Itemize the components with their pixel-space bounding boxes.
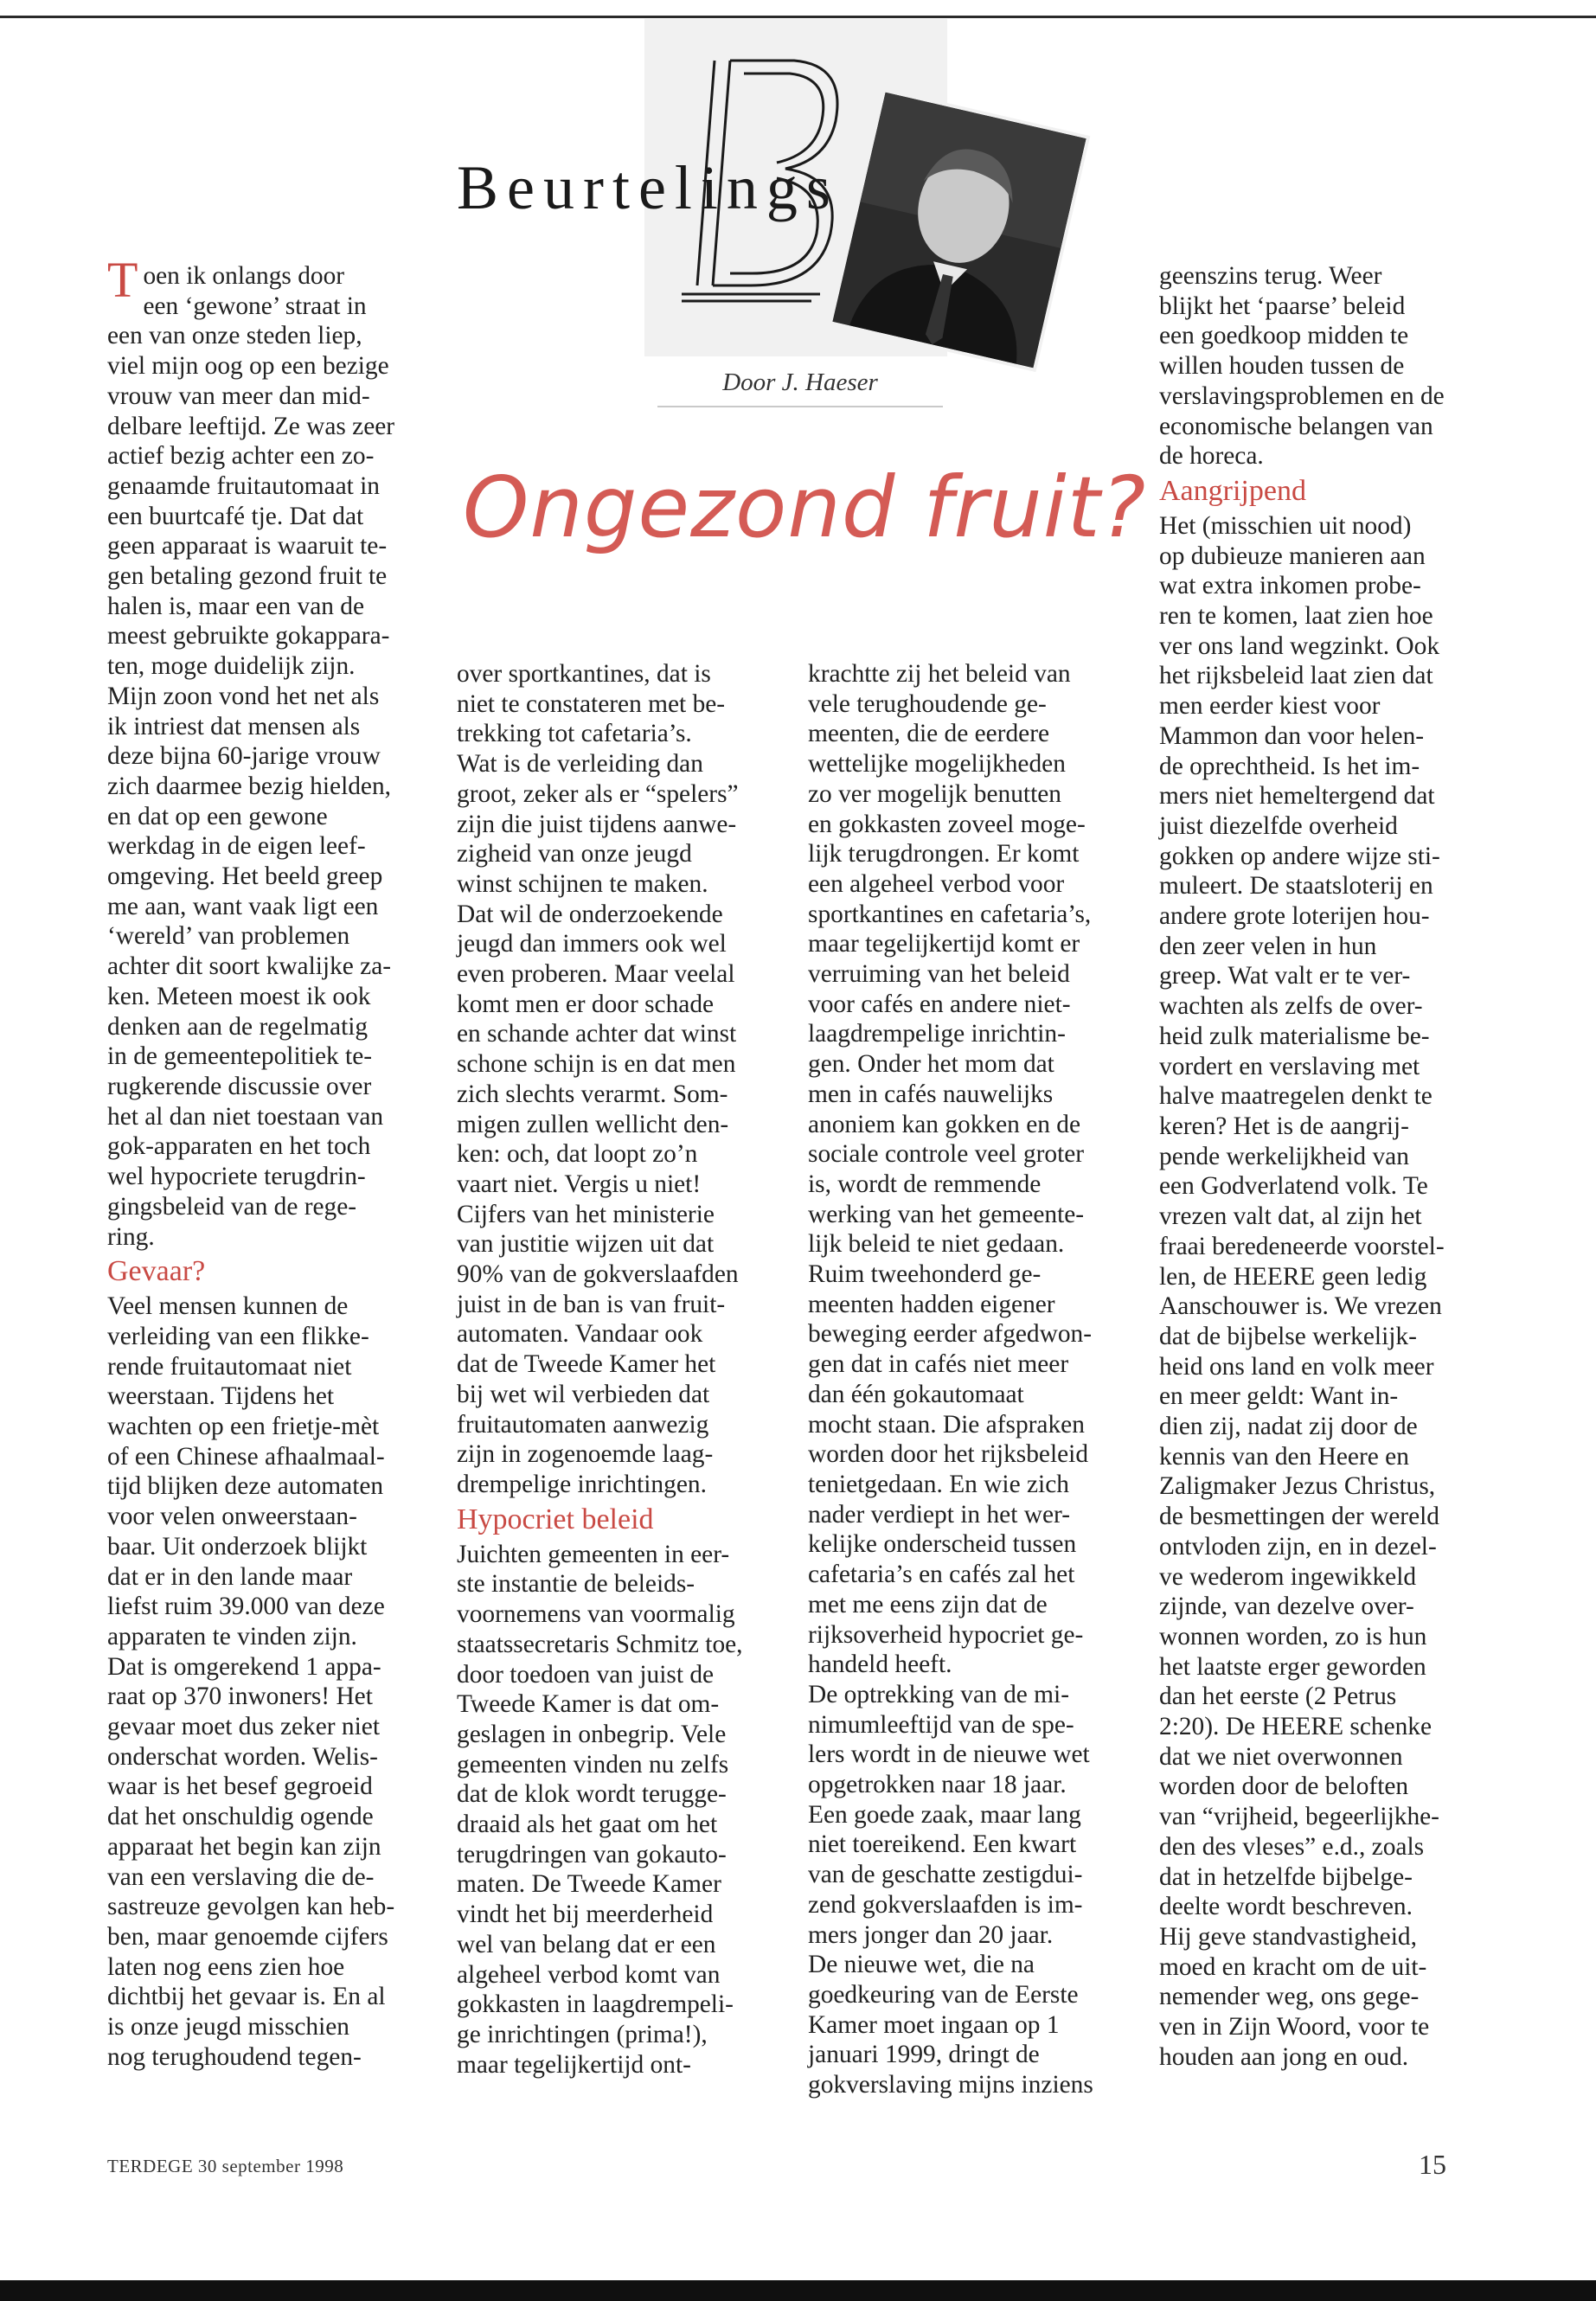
text-line: en schande achter dat winst <box>457 1020 737 1048</box>
text-line: het rijksbeleid laat zien dat <box>1159 662 1433 690</box>
text-line: Veel mensen kunnen de <box>107 1292 349 1321</box>
text-line: Juichten gemeenten in eer- <box>457 1540 730 1568</box>
text-line: is onze jeugd misschien <box>107 2013 349 2041</box>
text-line: dat het onschuldig ogende <box>107 1803 374 1831</box>
text-line: zo ver mogelijk benutten <box>808 779 1062 808</box>
text-line: gen betaling gezond fruit te <box>107 562 388 591</box>
text-line: ve wederom ingewikkeld <box>1159 1562 1417 1591</box>
article-title: Ongezond fruit? <box>463 458 1147 556</box>
text-line: zigheid van onze jeugd <box>457 840 692 868</box>
text-line: dat de bijbelse werkelijk- <box>1159 1322 1417 1350</box>
text-line: sociale controle veel groter <box>808 1140 1085 1169</box>
text-line: lers wordt in de nieuwe wet <box>808 1740 1090 1769</box>
text-line: dat de Tweede Kamer het <box>457 1350 716 1379</box>
text-line: gokken op andere wijze sti- <box>1159 842 1440 870</box>
text-line: maar tegelijkertijd ont- <box>457 2050 691 2079</box>
text-line: of een Chinese afhaalmaal- <box>107 1442 385 1471</box>
text-line: Wat is de verleiding dan <box>457 750 703 779</box>
text-line: een Godverlatend volk. Te <box>1159 1172 1428 1201</box>
text-line: een buurtcafé tje. Dat dat <box>107 502 364 530</box>
text-line: winst schijnen te maken. <box>457 869 708 898</box>
text-line: muleert. De staatsloterij en <box>1159 872 1433 901</box>
text-line: 90% van de gokverslaafden <box>457 1260 739 1289</box>
text-line: geslagen in onbegrip. Vele <box>457 1720 727 1748</box>
text-line: voor cafés en andere niet- <box>808 990 1071 1018</box>
text-line: moed en kracht om de uit- <box>1159 1952 1427 1981</box>
text-line: halve maatregelen denkt te <box>1159 1082 1433 1111</box>
text-line: is, wordt de remmende <box>808 1170 1042 1198</box>
text-line: dat in hetzelfde bijbelge- <box>1159 1862 1413 1891</box>
text-line: De optrekking van de mi- <box>808 1680 1069 1708</box>
text-line: ben, maar genoemde cijfers <box>107 1922 388 1951</box>
text-line: staatssecretaris Schmitz toe, <box>457 1630 743 1658</box>
text-line: sastreuze gevolgen kan heb- <box>107 1893 395 1921</box>
text-line: de horeca. <box>1159 442 1264 471</box>
text-line: waar is het besef gegroeid <box>107 1772 373 1801</box>
text-line: willen houden tussen de <box>1159 352 1405 381</box>
text-line: verleiding van een flikke- <box>107 1322 369 1350</box>
text-line: nemender weg, ons gege- <box>1159 1983 1420 2011</box>
text-line: terugdringen van gokauto- <box>457 1840 727 1868</box>
text-line: gen. Onder het mom dat <box>808 1050 1054 1079</box>
text-line: opgetrokken naar 18 jaar. <box>808 1771 1067 1799</box>
text-line: dichtbij het gevaar is. En al <box>107 1983 386 2011</box>
text-line: viel mijn oog op een bezige <box>107 352 389 381</box>
text-line: deelte wordt beschreven. <box>1159 1893 1413 1921</box>
text-line: voornemens van voormalig <box>457 1600 735 1629</box>
text-line: mocht staan. Die afspraken <box>808 1410 1085 1439</box>
text-line: Dat is omgerekend 1 appa- <box>107 1652 381 1681</box>
text-line: een van onze steden liep, <box>107 322 362 350</box>
text-line: achter dit soort kwalijke za- <box>107 952 392 981</box>
text-line: vrezen valt dat, al zijn het <box>1159 1202 1422 1231</box>
text-line: vindt het bij meerderheid <box>457 1900 714 1929</box>
section-heading: Hypocriet beleid <box>457 1503 654 1535</box>
text-line: ven in Zijn Woord, voor te <box>1159 2013 1430 2041</box>
text-line: len, de HEERE geen ledig <box>1159 1262 1427 1291</box>
text-line: tijd blijken deze automaten <box>107 1472 384 1501</box>
text-line: liefst ruim 39.000 van deze <box>107 1593 385 1621</box>
text-line: ver ons land wegzinkt. Ook <box>1159 631 1440 660</box>
text-line: en dat op een gewone <box>107 802 328 830</box>
text-line: men in cafés nauwelijks <box>808 1080 1054 1108</box>
text-line: Aanschouwer is. We vrezen <box>1159 1292 1442 1321</box>
text-line: zijn in zogenoemde laag- <box>457 1440 714 1469</box>
text-line: men eerder kiest voor <box>1159 692 1381 721</box>
text-line: apparaten te vinden zijn. <box>107 1622 357 1650</box>
text-column-4 <box>1159 261 1488 2072</box>
text-line: omgeving. Het beeld greep <box>107 862 383 891</box>
text-line: ken. Meteen moest ik ook <box>107 982 371 1010</box>
text-line: beweging eerder afgedwon- <box>808 1320 1093 1349</box>
text-line: andere grote loterijen hou- <box>1159 902 1430 931</box>
text-line: onderschat worden. Welis- <box>107 1742 378 1771</box>
text-line: greep. Wat valt er te ver- <box>1159 962 1411 990</box>
text-line: op dubieuze manieren aan <box>1159 542 1426 570</box>
section-heading: Aangrijpend <box>1159 474 1306 507</box>
text-line: dat de klok wordt terugge- <box>457 1780 727 1809</box>
text-line: krachtte zij het beleid van <box>808 660 1071 688</box>
text-line: van justitie wijzen uit dat <box>457 1230 715 1259</box>
text-line: De nieuwe wet, die na <box>808 1951 1035 1979</box>
text-line: kennis van den Heere en <box>1159 1442 1409 1471</box>
text-line: Dat wil de onderzoekende <box>457 900 723 928</box>
text-line: ken: och, dat loopt zo’n <box>457 1140 698 1169</box>
text-line: Zaligmaker Jezus Christus, <box>1159 1472 1436 1501</box>
text-line: in de gemeentepolitiek te- <box>107 1042 373 1071</box>
text-line: meenten, die de eerdere <box>808 720 1050 748</box>
text-line: dan één gokautomaat <box>808 1380 1024 1408</box>
text-line: Hij geve standvastigheid, <box>1159 1922 1417 1951</box>
text-line: rugkerende discussie over <box>107 1072 372 1100</box>
section-heading: Gevaar? <box>107 1255 206 1288</box>
text-line: zend gokverslaafden is im- <box>808 1890 1083 1919</box>
text-line: gok-apparaten en het toch <box>107 1132 371 1161</box>
text-line: mers niet hemeltergend dat <box>1159 782 1435 811</box>
text-line: meest gebruikte gokappara- <box>107 622 390 651</box>
text-line: schone schijn is en dat men <box>457 1050 736 1079</box>
text-line: januari 1999, dringt de <box>808 2041 1040 2069</box>
text-line: met me eens zijn dat de <box>808 1590 1048 1618</box>
text-column-1 <box>107 252 419 2072</box>
text-line: meenten hadden eigener <box>808 1290 1055 1318</box>
text-line: ring. <box>107 1222 155 1251</box>
text-line: trekking tot cafetaria’s. <box>457 720 692 748</box>
text-line: migen zullen wellicht den- <box>457 1110 729 1138</box>
text-line: ren te komen, laat zien hoe <box>1159 602 1433 631</box>
text-line: wel van belang dat er een <box>457 1930 716 1958</box>
text-line: gokkasten in laagdrempeli- <box>457 1990 734 2019</box>
text-line: door toedoen van juist de <box>457 1660 715 1689</box>
publication-footer: TERDEGE 30 september 1998 <box>107 2156 344 2176</box>
text-line: worden door de beloften <box>1159 1772 1409 1801</box>
text-line: een ‘gewone’ straat in <box>143 292 367 320</box>
text-line: komt men er door schade <box>457 990 715 1018</box>
text-line: lijk terugdrongen. Er komt <box>808 840 1080 868</box>
text-line: bij wet wil verbieden dat <box>457 1380 710 1408</box>
text-line: dien zij, nadat zij door de <box>1159 1413 1418 1441</box>
text-line: zich slechts verarmt. Som- <box>457 1080 728 1108</box>
text-line: jeugd dan immers ook wel <box>457 930 727 958</box>
text-line: niet toereikend. Een kwart <box>808 1830 1077 1859</box>
text-line: zijn die juist tijdens aanwe- <box>457 810 737 838</box>
text-line: ik intriest dat mensen als <box>107 712 361 740</box>
text-line: baar. Uit onderzoek blijkt <box>107 1532 368 1561</box>
text-line: wonnen worden, zo is hun <box>1159 1622 1427 1650</box>
text-line: blijkt het ‘paarse’ beleid <box>1159 292 1406 320</box>
text-line: nimumleeftijd van de spe- <box>808 1710 1074 1739</box>
text-line: rijksoverheid hypocriet ge- <box>808 1620 1084 1649</box>
text-line: nog terughoudend tegen- <box>107 2042 362 2071</box>
text-line: laten nog eens zien hoe <box>107 1952 345 1981</box>
text-line: algeheel verbod komt van <box>457 1960 721 1989</box>
text-line: en meer geldt: Want in- <box>1159 1382 1399 1411</box>
text-line: worden door het rijksbeleid <box>808 1440 1089 1469</box>
text-line: apparaat het begin kan zijn <box>107 1832 381 1861</box>
text-line: over sportkantines, dat is <box>457 660 711 688</box>
text-line: een goedkoop midden te <box>1159 322 1409 350</box>
drop-cap: T <box>107 252 138 308</box>
text-line: fruitautomaten aanwezig <box>457 1410 709 1439</box>
text-line: Mijn zoon vond het net als <box>107 682 380 710</box>
text-line: actief bezig achter een zo- <box>107 442 375 471</box>
text-line: groot, zeker als er “spelers” <box>457 779 739 808</box>
text-line: economische belangen van <box>1159 412 1433 440</box>
text-line: wachten op een frietje-mèt <box>107 1413 380 1441</box>
text-line: me aan, want vaak ligt een <box>107 892 379 920</box>
text-line: en gokkasten zoveel moge- <box>808 810 1086 838</box>
text-line: vele terughoudende ge- <box>808 689 1047 718</box>
text-line: Het (misschien uit nood) <box>1159 511 1412 540</box>
text-line: dan het eerste (2 Petrus <box>1159 1682 1397 1711</box>
text-line: tenietgedaan. En wie zich <box>808 1470 1069 1498</box>
text-line: niet te constateren met be- <box>457 689 726 718</box>
text-line: gemeenten vinden nu zelfs <box>457 1750 729 1779</box>
text-line: werking van het gemeente- <box>808 1200 1085 1228</box>
text-line: denken aan de regelmatig <box>107 1012 369 1041</box>
text-line: mers jonger dan 20 jaar. <box>808 1920 1054 1949</box>
text-line: verslavingsproblemen en de <box>1159 381 1445 410</box>
text-line: laagdrempelige inrichtin- <box>808 1020 1066 1048</box>
text-line: rende fruitautomaat niet <box>107 1352 352 1381</box>
text-line: wettelijke mogelijkheden <box>808 750 1066 779</box>
text-line: de oprechtheid. Is het im- <box>1159 752 1420 780</box>
text-line: zich daarmee bezig hielden, <box>107 772 392 800</box>
text-line: wachten als zelfs de over- <box>1159 992 1423 1021</box>
text-line: houden aan jong en oud. <box>1159 2042 1409 2071</box>
text-line: oen ik onlangs door <box>143 262 345 290</box>
text-column-3 <box>808 659 1119 2100</box>
text-line: verruiming van het beleid <box>808 960 1070 989</box>
text-line: de besmettingen der wereld <box>1159 1503 1439 1531</box>
text-line: heid zulk materialisme be- <box>1159 1022 1430 1050</box>
text-line: halen is, maar een van de <box>107 592 365 620</box>
text-line: gen dat in cafés niet meer <box>808 1350 1069 1379</box>
text-line: weerstaan. Tijdens het <box>107 1382 335 1411</box>
text-line: deze bijna 60-jarige vrouw <box>107 742 381 771</box>
page-number: 15 <box>1419 2149 1446 2180</box>
text-line: sportkantines en cafetaria’s, <box>808 900 1092 928</box>
text-line: het laatste erger geworden <box>1159 1652 1426 1681</box>
text-line: den des vleses” e.d., zoals <box>1159 1832 1425 1861</box>
text-line: even proberen. Maar veelal <box>457 960 735 989</box>
text-line: maar tegelijkertijd komt er <box>808 930 1080 958</box>
text-line: maten. De Tweede Kamer <box>457 1870 721 1899</box>
text-line: handeld heeft. <box>808 1650 952 1679</box>
text-line: 2:20). De HEERE schenke <box>1159 1713 1433 1741</box>
text-line: fraai beredeneerde voorstel- <box>1159 1232 1445 1260</box>
text-line: Ruim tweehonderd ge- <box>808 1260 1042 1289</box>
text-line: draaid als het gaat om het <box>457 1811 718 1839</box>
text-line: vaart niet. Vergis u niet! <box>457 1170 702 1198</box>
text-line: van de geschatte zestigdui- <box>808 1861 1083 1889</box>
text-line: gokverslaving mijns inziens <box>808 2071 1093 2099</box>
text-line: nader verdiept in het wer- <box>808 1500 1070 1529</box>
text-line: ge inrichtingen (prima!), <box>457 2020 708 2048</box>
text-line: dat er in den lande maar <box>107 1562 353 1591</box>
text-line: Kamer moet ingaan op 1 <box>808 2010 1060 2039</box>
text-line: genaamde fruitautomaat in <box>107 471 381 500</box>
text-column-2 <box>457 659 768 2080</box>
text-line: delbare leeftijd. Ze was zeer <box>107 412 395 440</box>
text-line: het al dan niet toestaan van <box>107 1102 384 1131</box>
text-line: werkdag in de eigen leef- <box>107 832 366 861</box>
text-line: ste instantie de beleids- <box>457 1570 695 1599</box>
text-line: ‘wereld’ van problemen <box>107 922 350 951</box>
text-line: voor velen onweerstaan- <box>107 1503 357 1531</box>
text-line: heid ons land en volk meer <box>1159 1352 1434 1381</box>
text-line: een algeheel verbod voor <box>808 869 1065 898</box>
text-line: Mammon dan voor helen- <box>1159 721 1425 750</box>
text-line: automaten. Vandaar ook <box>457 1320 703 1349</box>
text-line: goedkeuring van de Eerste <box>808 1980 1079 2009</box>
text-line: wat extra inkomen probe- <box>1159 572 1421 600</box>
section-label: Beurtelings <box>457 153 839 222</box>
text-line: juist diezelfde overheid <box>1159 811 1398 840</box>
text-line: dat we niet overwonnen <box>1159 1742 1403 1771</box>
text-line: kelijke onderscheid tussen <box>808 1530 1077 1559</box>
byline: Door J. Haeser <box>657 369 943 407</box>
text-line: cafetaria’s en cafés zal het <box>808 1561 1075 1589</box>
text-line: ontvloden zijn, en in dezel- <box>1159 1532 1437 1561</box>
text-line: raat op 370 inwoners! Het <box>107 1682 373 1711</box>
text-line: ten, moge duidelijk zijn. <box>107 652 356 681</box>
text-line: Tweede Kamer is dat om- <box>457 1690 720 1719</box>
text-line: zijnde, van dezelve over- <box>1159 1593 1414 1621</box>
text-line: vordert en verslaving met <box>1159 1052 1420 1080</box>
text-line: juist in de ban is van fruit- <box>457 1290 726 1318</box>
text-line: van “vrijheid, begeerlijkhe- <box>1159 1803 1439 1831</box>
text-line: pende werkelijkheid van <box>1159 1142 1409 1170</box>
text-line: lijk beleid te niet gedaan. <box>808 1230 1065 1259</box>
text-line: Cijfers van het ministerie <box>457 1200 715 1228</box>
text-line: van een verslaving die de- <box>107 1862 375 1891</box>
top-rule <box>0 16 1596 18</box>
text-line: keren? Het is de aangrij- <box>1159 1112 1409 1140</box>
text-line: geenszins terug. Weer <box>1159 262 1382 290</box>
text-line: geen apparaat is waaruit te- <box>107 532 388 561</box>
bottom-bar <box>0 2280 1596 2301</box>
text-line: vrouw van meer dan mid- <box>107 381 370 410</box>
text-line: drempelige inrichtingen. <box>457 1470 707 1498</box>
text-line: gingsbeleid van de rege- <box>107 1192 357 1221</box>
text-line: Een goede zaak, maar lang <box>808 1800 1081 1829</box>
text-line: wel hypocriete terugdrin- <box>107 1163 366 1191</box>
text-line: anoniem kan gokken en de <box>808 1110 1081 1138</box>
text-line: gevaar moet dus zeker niet <box>107 1713 380 1741</box>
text-line: den zeer velen in hun <box>1159 932 1377 960</box>
